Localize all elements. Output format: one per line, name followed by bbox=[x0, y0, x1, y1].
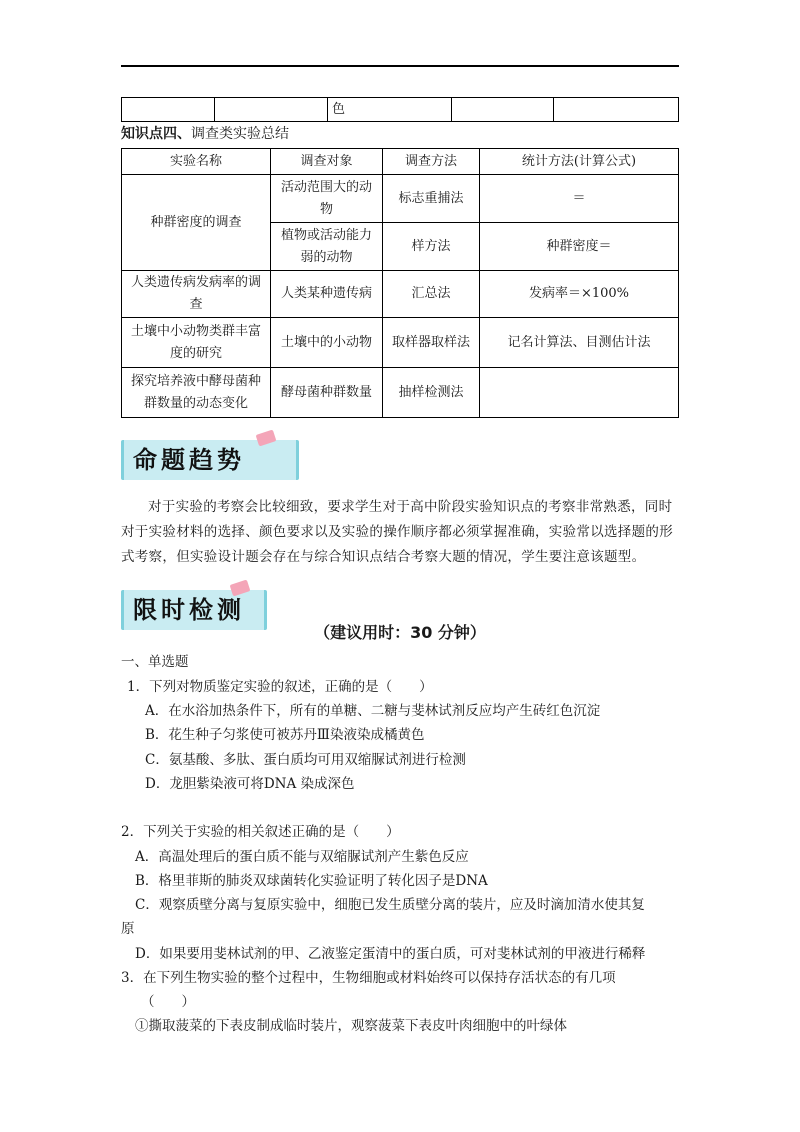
table-cell bbox=[480, 368, 679, 418]
table-cell: 种群密度的调查 bbox=[122, 175, 271, 271]
q1-option-b: B．花生种子匀浆使可被苏丹Ⅲ染液染成橘黄色 bbox=[145, 727, 425, 743]
table-cell: 种群密度＝ bbox=[480, 223, 679, 271]
question-3-answer-paren: （ ） bbox=[141, 994, 195, 1010]
header-cell: 实验名称 bbox=[122, 149, 271, 175]
table-cell: 汇总法 bbox=[383, 271, 480, 318]
q1-option-c: C．氨基酸、多肽、蛋白质均可用双缩脲试剂进行检测 bbox=[145, 752, 466, 768]
table-row bbox=[122, 98, 679, 122]
table-cell: 记名计算法、目测估计法 bbox=[480, 318, 679, 368]
q1-option-a: A．在水浴加热条件下，所有的单糖、二糖与斐林试剂反应均产生砖红色沉淀 bbox=[145, 703, 601, 719]
table-row bbox=[122, 318, 679, 368]
table-row bbox=[122, 175, 679, 223]
table-cell: 取样器取样法 bbox=[383, 318, 480, 368]
table-cell bbox=[554, 98, 679, 122]
header-rule bbox=[121, 65, 679, 67]
table-cell: 活动范围大的动物 bbox=[271, 175, 383, 223]
table-cell: 发病率＝×100% bbox=[480, 271, 679, 318]
banner-title: 命题趋势 bbox=[133, 446, 245, 474]
trend-banner bbox=[119, 430, 299, 482]
question-2-stem: 2．下列关于实验的相关叙述正确的是（ ） bbox=[121, 824, 400, 840]
table-cell: 抽样检测法 bbox=[383, 368, 480, 418]
table-cell: 酵母菌种群数量 bbox=[271, 368, 383, 418]
q2-option-d: D．如果要用斐林试剂的甲、乙液鉴定蛋清中的蛋白质，可对斐林试剂的甲液进行稀释 bbox=[135, 946, 646, 962]
table-cell: 色 bbox=[328, 98, 452, 122]
table-cell: 探究培养液中酵母菌种群数量的动态变化 bbox=[122, 368, 271, 418]
question-1-stem: 1．下列对物质鉴定实验的叙述，正确的是（ ） bbox=[127, 679, 433, 695]
table-cell: ＝ bbox=[480, 175, 679, 223]
table-cell bbox=[122, 98, 215, 122]
section-label: 一、单选题 bbox=[121, 654, 189, 670]
banner-title: 限时检测 bbox=[133, 596, 245, 624]
q2-option-a: A．高温处理后的蛋白质不能与双缩脲试剂产生紫色反应 bbox=[135, 849, 469, 865]
section-title: 调查类实验总结 bbox=[191, 126, 289, 142]
header-cell: 统计方法(计算公式) bbox=[480, 149, 679, 175]
table-row bbox=[122, 368, 679, 418]
table-cell bbox=[452, 98, 554, 122]
section-heading bbox=[121, 123, 289, 143]
table-cell: 土壤中小动物类群丰富度的研究 bbox=[122, 318, 271, 368]
header-cell: 调查方法 bbox=[383, 149, 480, 175]
q3-item-1: ①撕取菠菜的下表皮制成临时装片，观察菠菜下表皮叶肉细胞中的叶绿体 bbox=[135, 1018, 567, 1034]
section-number: 知识点四、 bbox=[121, 126, 191, 142]
table-cell: 人类遗传病发病率的调查 bbox=[122, 271, 271, 318]
table-header-row bbox=[122, 149, 679, 175]
q2-option-b: B．格里菲斯的肺炎双球菌转化实验证明了转化因子是DNA bbox=[135, 873, 488, 889]
table-cell bbox=[215, 98, 328, 122]
table-cell: 植物或活动能力弱的动物 bbox=[271, 223, 383, 271]
table-cell: 标志重捕法 bbox=[383, 175, 480, 223]
previous-table-fragment bbox=[121, 97, 679, 122]
table-row bbox=[122, 271, 679, 318]
q2-option-c: C．观察质壁分离与复原实验中，细胞已发生质壁分离的装片，应及时滴加清水使其复 bbox=[135, 897, 645, 913]
suggested-time: （建议用时：30 分钟） bbox=[314, 623, 486, 642]
survey-experiment-table bbox=[121, 148, 679, 418]
table-cell: 人类某种遗传病 bbox=[271, 271, 383, 318]
q2-option-c-continued: 原 bbox=[121, 921, 135, 937]
header-cell: 调查对象 bbox=[271, 149, 383, 175]
table-cell: 样方法 bbox=[383, 223, 480, 271]
trend-paragraph: 对于实验的考察会比较细致，要求学生对于高中阶段实验知识点的考察非常熟悉，同时对于实验材料的选择、颜色要求以及实验的操作顺序都必须掌握准确，实验常以选择题的形式考察，但实验设计题会存在与综合知识点结合考察大题的情况，学生要注意该题型。 bbox=[121, 499, 673, 565]
table-cell: 土壤中的小动物 bbox=[271, 318, 383, 368]
question-3-stem: 3．在下列生物实验的整个过程中，生物细胞或材料始终可以保持存活状态的有几项 bbox=[121, 970, 616, 986]
q1-option-d: D．龙胆紫染液可将DNA 染成深色 bbox=[145, 776, 355, 792]
